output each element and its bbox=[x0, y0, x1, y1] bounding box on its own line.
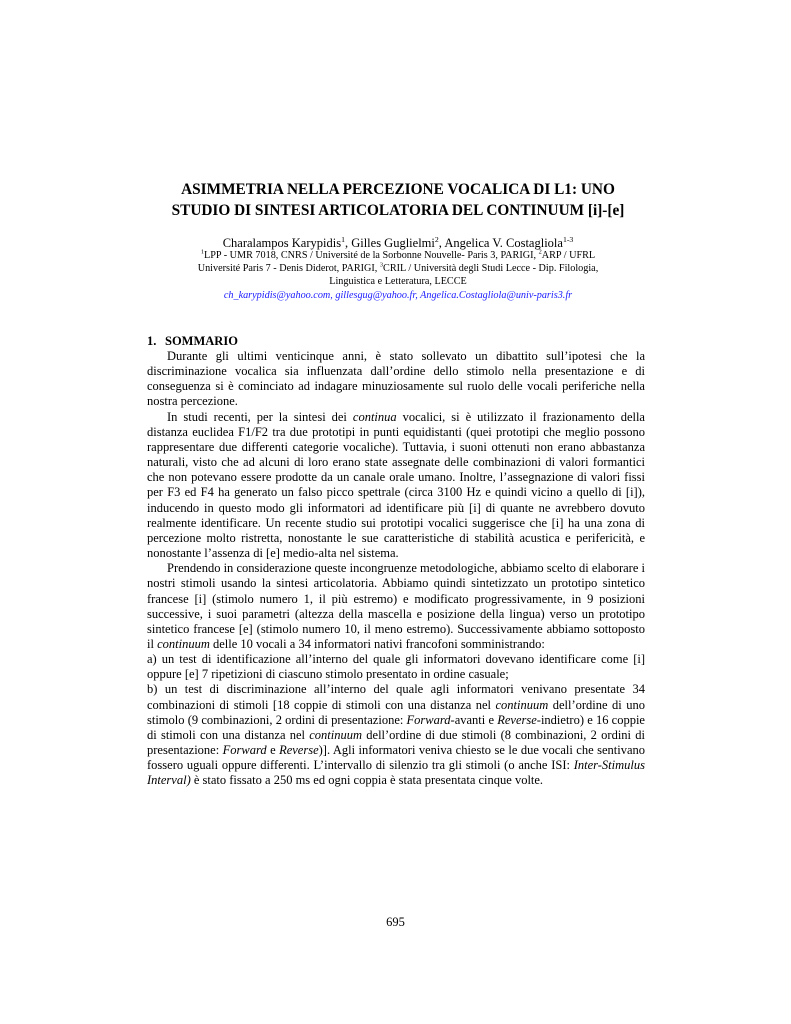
affiliation-2-cont: Université Paris 7 - Denis Diderot, PARIGI, bbox=[197, 263, 380, 275]
author-name: Charalampos Karypidis bbox=[222, 236, 342, 250]
list-item: b) un test di discriminazione all’interno del quale agli informatori venivano presentate 34 combinazioni di stimoli [18 coppie di stimoli con una distanza nel continuum dell’ordine di uno stimolo (9 combinazioni, 2 ordini di presentazione: Forward-avanti e Reverse-indietro) e 16 coppie di stimoli con una distanza nel continuum dell’ordine di due stimoli (8 combinazioni, 2 ordini di presentazione: Forward e Reverse)]. Agli informatori veniva chiesto se le due vocali che sentivano fossero uguali oppure differenti. L’intervallo di silenzio tra gli stimoli (o anche ISI: Inter-Stimulus Interval) è stato fissato a 250 ms ed ogni coppia è stata presentata cinque volte. bbox=[147, 682, 645, 788]
title-line-2: STUDIO DI SINTESI ARTICOLATORIA DEL CONTINUUM [i]-[e] bbox=[171, 202, 625, 219]
body-text bbox=[147, 349, 645, 789]
author-emails: ch_karypidis@yahoo.com, gillesgug@yahoo.fr, Angelica.Costagliola@univ-paris3.fr bbox=[223, 290, 573, 301]
page-number: 695 bbox=[386, 915, 405, 929]
paper-title bbox=[150, 179, 646, 221]
paragraph: Durante gli ultimi venticinque anni, è stato sollevato un dibattito sull’ipotesi che la discriminazione vocalica sia influenzata dall’ordine dello stimolo nella presentazione e di conseguenza si è cominciato ad indagare minuziosamente sul ruolo delle vocali periferiche nella nostra percezione. bbox=[147, 349, 645, 409]
list-item: a) un test di identificazione all’interno del quale gli informatori dovevano identificare come [i] oppure [e] 7 ripetizioni di ciascuno stimolo presentato in ordine casuale; bbox=[147, 652, 645, 682]
paragraph: Prendendo in considerazione queste incongruenze metodologiche, abbiamo scelto di elaborare i nostri stimoli usando la sintesi articolatoria. Abbiamo quindi sintetizzato un prototipo sintetico francese [i] (stimolo numero 1, il più estremo) e modificato progressivamente, in 9 posizioni successive, i suoi parametri (altezza della mascella e posizione della lingua) verso un prototipo sintetico francese [e] (stimolo numero 10, il meno estremo). Successivamente abbiamo sottoposto il continuum delle 10 vocali a 34 informatori nativi francofoni somministrando: bbox=[147, 561, 645, 651]
author-affiliation-mark: 1 bbox=[341, 234, 345, 244]
affiliations: $^1$LPP - UMR 7018, CNRS / Université de la Sorbonne Nouvelle- Paris 3, PARIGI, $^2$ARP / UFRL Université Paris 7 - Denis Diderot, PARIGI, $^3$CRIL / Università degli Studi Lecce - Dip. Filologia, Linguistica e Letteratura, LECCE bbox=[197, 248, 599, 288]
section-heading bbox=[147, 333, 645, 349]
paragraph: In studi recenti, per la sintesi dei continua vocalici, si è utilizzato il frazionamento della distanza euclidea F1/F2 tra due prototipi in punti equidistanti (quei prototipi che meglio possono rappresentare due differenti categorie vocaliche). Tuttavia, i suoni ottenuti non erano abbastanza naturali, visto che ad alcuni di loro erano state assegnate delle combinazioni di valori formantici che non potevano essere prodotte da un canale orale umano. Inoltre, l’assegnazione di valori fissi per F3 ed F4 ha generato un falso picco spettrale (circa 3100 Hz e quindi vicino a quello di [i]), inducendo in questo modo gli informatori ad identificare più [i] di quante ne avrebbero dovuto realmente identificare. Un recente studio sui prototipi vocalici suggerisce che [i] ha una zona di percezione molto ristretta, nonostante le sue caratteristiche di stabilità acustica e perifericità, e nonostante l’assenza di [e] medio-alta nel sistema. bbox=[147, 409, 645, 561]
author-name: Angelica V. Costagliola bbox=[444, 236, 563, 250]
affiliation-2: ARP / UFRL bbox=[541, 250, 596, 261]
title-line-1: ASIMMETRIA NELLA PERCEZIONE VOCALICA DI L1: UNO bbox=[181, 181, 615, 198]
author-affiliation-mark: 1-3 bbox=[562, 234, 574, 244]
affiliation-1: LPP - UMR 7018, CNRS / Université de la Sorbonne Nouvelle- Paris 3, PARIGI, bbox=[204, 250, 539, 261]
author-name: Gilles Guglielmi bbox=[351, 236, 435, 250]
section-number: 1. bbox=[147, 334, 157, 348]
section-title: SOMMARIO bbox=[165, 334, 238, 348]
affiliation-3-cont: Linguistica e Letteratura, LECCE bbox=[329, 276, 467, 288]
email-link[interactable]: ch_karypidis@yahoo.com bbox=[223, 290, 331, 301]
email-link[interactable]: gillesgug@yahoo.fr bbox=[335, 290, 416, 301]
affiliation-3: CRIL / Università degli Studi Lecce - Dip. Filologia, bbox=[383, 263, 599, 275]
author-list: Charalampos Karypidis$^1$, Gilles Guglielmi$^2$, Angelica V. Costagliola$^{1-3}$ bbox=[222, 234, 574, 250]
email-link[interactable]: Angelica.Costagliola@univ-paris3.fr bbox=[420, 290, 573, 301]
author-affiliation-mark: 2 bbox=[434, 234, 439, 244]
